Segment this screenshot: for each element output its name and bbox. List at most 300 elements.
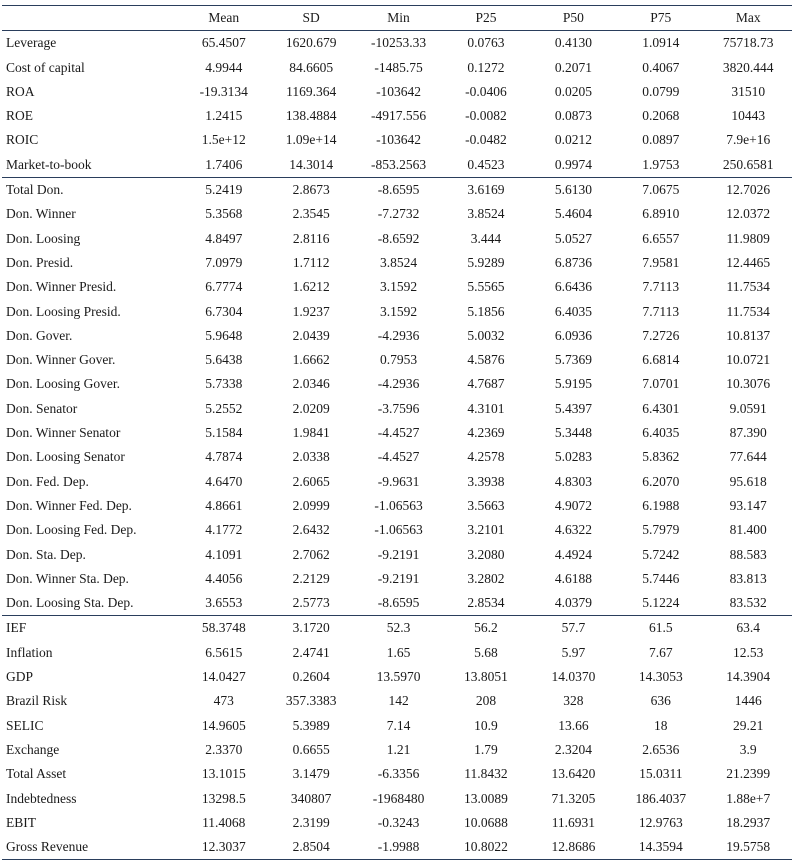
value-cell: 2.7062 [292, 546, 330, 562]
value-cell: 6.1988 [642, 497, 680, 513]
value-cell: 7.7113 [642, 303, 680, 319]
value-cell: 1.9237 [292, 303, 330, 319]
value-cell: 636 [650, 693, 671, 709]
row-label: Leverage [6, 35, 57, 51]
value-cell: 4.9072 [554, 497, 592, 513]
table-row [2, 689, 792, 713]
value-cell: 5.7242 [642, 546, 680, 562]
row-label: Don. Loosing [6, 230, 81, 246]
value-cell: -4.2936 [377, 376, 420, 392]
value-cell: 5.4397 [554, 400, 592, 416]
value-cell: 12.3037 [180, 835, 267, 860]
value-cell: 95.618 [729, 473, 767, 489]
value-cell: 250.6581 [722, 156, 774, 172]
value-cell: 2.8673 [267, 178, 354, 203]
table-row [2, 518, 792, 542]
value-cell: 1.79 [474, 741, 498, 757]
row-label: GDP [6, 669, 34, 685]
value-cell: 13.5970 [376, 669, 421, 685]
value-cell: 3.2080 [467, 546, 505, 562]
value-cell: 2.5773 [292, 595, 330, 611]
value-cell: 10.3076 [726, 376, 771, 392]
value-cell: 14.3904 [726, 669, 771, 685]
value-cell: 1.6662 [292, 352, 330, 368]
value-cell: -8.6592 [377, 230, 420, 246]
header-cell: Mean [180, 6, 267, 31]
value-cell: 11.7534 [726, 279, 770, 295]
value-cell: 14.3053 [638, 669, 683, 685]
value-cell: 6.4035 [642, 425, 680, 441]
value-cell: 13.66 [558, 717, 589, 733]
value-cell: 0.4523 [467, 156, 505, 172]
value-cell: 13298.5 [201, 790, 246, 806]
table-row [2, 494, 792, 518]
value-cell: 5.8362 [642, 449, 680, 465]
value-cell: 3.8524 [380, 254, 418, 270]
value-cell: -4.4527 [377, 425, 420, 441]
value-cell: -0.0482 [465, 132, 507, 148]
value-cell: 2.8534 [467, 595, 505, 611]
value-cell: 12.0372 [726, 206, 771, 222]
table-row [2, 80, 792, 104]
value-cell: 3.6169 [442, 178, 529, 203]
value-cell: 5.3989 [292, 717, 330, 733]
value-cell: 4.1772 [205, 522, 243, 538]
value-cell: 1.09e+14 [285, 132, 337, 148]
value-cell: 0.4130 [554, 35, 592, 51]
value-cell: -0.0406 [465, 83, 507, 99]
value-cell: 14.0370 [551, 669, 596, 685]
value-cell: 1.7406 [205, 156, 243, 172]
table-row [2, 178, 792, 203]
value-cell: 7.67 [648, 644, 673, 660]
table-row [2, 153, 792, 178]
value-cell: 5.5565 [467, 279, 505, 295]
value-cell: 1.5e+12 [201, 132, 246, 148]
table-row [2, 811, 792, 835]
table-row [2, 470, 792, 494]
value-cell: 13.6420 [551, 766, 596, 782]
table-row [2, 227, 792, 251]
value-cell: 19.5758 [704, 835, 792, 860]
value-cell: 6.5615 [205, 644, 243, 660]
value-cell: 2.6536 [642, 741, 680, 757]
table-row [2, 128, 792, 152]
value-cell: 5.2419 [180, 178, 267, 203]
row-label: Total Asset [6, 766, 67, 782]
value-cell: 83.532 [729, 595, 767, 611]
value-cell: 10.8022 [442, 835, 529, 860]
value-cell: 83.813 [729, 570, 767, 586]
table-row [2, 567, 792, 591]
row-label: Indebtedness [6, 790, 77, 806]
value-cell: -8.6595 [355, 178, 442, 203]
value-cell: 5.2552 [205, 400, 243, 416]
table-row [2, 591, 792, 616]
value-cell: 0.7953 [380, 352, 418, 368]
value-cell: 3.6553 [205, 595, 243, 611]
value-cell: 6.0936 [554, 327, 592, 343]
value-cell: 5.0283 [554, 449, 592, 465]
value-cell: 4.7687 [467, 376, 505, 392]
value-cell: -1.9988 [355, 835, 442, 860]
value-cell: 0.4067 [642, 59, 680, 75]
value-cell: 4.4924 [554, 546, 592, 562]
value-cell: 2.0346 [292, 376, 330, 392]
value-cell: 11.8432 [464, 766, 508, 782]
table-row [2, 31, 792, 56]
row-label: Don. Winner Presid. [6, 279, 117, 295]
table-row [2, 835, 792, 860]
value-cell: -3.7596 [377, 400, 420, 416]
value-cell: 57.7 [530, 616, 617, 641]
value-cell: 5.7979 [642, 522, 680, 538]
value-cell: 5.1856 [467, 303, 505, 319]
value-cell: 10.8137 [726, 327, 771, 343]
value-cell: 58.3748 [180, 616, 267, 641]
value-cell: 5.7338 [205, 376, 243, 392]
value-cell: -1.06563 [374, 497, 423, 513]
row-label: IEF [2, 616, 180, 641]
row-label: Total Don. [2, 178, 180, 203]
value-cell: 29.21 [733, 717, 764, 733]
table-row [2, 762, 792, 786]
value-cell: 1446 [734, 693, 762, 709]
value-cell: 3.8524 [467, 206, 505, 222]
value-cell: 6.8736 [554, 254, 592, 270]
value-cell: 18.2937 [726, 814, 771, 830]
row-label: Don. Winner [6, 206, 76, 222]
value-cell: 5.0032 [467, 327, 505, 343]
value-cell: 4.2578 [467, 449, 505, 465]
value-cell: 18 [654, 717, 668, 733]
value-cell: 77.644 [729, 449, 767, 465]
header-cell: P25 [442, 6, 529, 31]
value-cell: 7.14 [386, 717, 411, 733]
row-label: Brazil Risk [6, 693, 68, 709]
value-cell: 2.3370 [205, 741, 243, 757]
value-cell: 186.4037 [635, 790, 687, 806]
row-label: ROE [6, 108, 33, 124]
value-cell: 4.6470 [205, 473, 243, 489]
header-cell: SD [267, 6, 354, 31]
value-cell: 11.9809 [726, 230, 770, 246]
value-cell: 5.9289 [467, 254, 505, 270]
value-cell: 4.1091 [205, 546, 243, 562]
header-cell: Min [355, 6, 442, 31]
value-cell: 84.6605 [289, 59, 334, 75]
row-label: Don. Loosing Presid. [6, 303, 121, 319]
value-cell: 2.8504 [267, 835, 354, 860]
row-label: EBIT [6, 814, 36, 830]
value-cell: -103642 [376, 83, 422, 99]
value-cell: 4.7874 [205, 449, 243, 465]
row-label: Don. Sta. Dep. [6, 546, 86, 562]
value-cell: -9.2191 [377, 546, 420, 562]
value-cell: 2.0439 [292, 327, 330, 343]
row-label: Don. Winner Fed. Dep. [6, 497, 132, 513]
value-cell: 0.0799 [642, 83, 680, 99]
value-cell: 0.0897 [642, 132, 680, 148]
value-cell: 1169.364 [286, 83, 337, 99]
value-cell: 4.6322 [554, 522, 592, 538]
value-cell: 10.9 [474, 717, 498, 733]
table-row [2, 543, 792, 567]
table-row [2, 202, 792, 226]
value-cell: 9.0591 [729, 400, 767, 416]
value-cell: 4.5876 [467, 352, 505, 368]
header-cell: P50 [530, 6, 617, 31]
value-cell: 1.9753 [642, 156, 680, 172]
value-cell: 4.8303 [554, 473, 592, 489]
value-cell: 4.2369 [467, 425, 505, 441]
value-cell: 7.9e+16 [726, 132, 771, 148]
table-row [2, 641, 792, 665]
header-cell: Max [704, 6, 792, 31]
value-cell: 5.4604 [554, 206, 592, 222]
value-cell: 3.1720 [267, 616, 354, 641]
row-label: Exchange [6, 741, 60, 757]
value-cell: 2.3204 [554, 741, 592, 757]
value-cell: -103642 [376, 132, 422, 148]
value-cell: 10.0721 [726, 352, 771, 368]
value-cell: 5.97 [561, 644, 586, 660]
table-row [2, 665, 792, 689]
value-cell: 14.9605 [201, 717, 246, 733]
value-cell: 2.6432 [292, 522, 330, 538]
value-cell: -4917.556 [371, 108, 427, 124]
row-label: Don. Loosing Senator [6, 449, 125, 465]
table-row [2, 300, 792, 324]
value-cell: 208 [475, 693, 497, 709]
value-cell: 14.0427 [201, 669, 246, 685]
header-row [2, 6, 792, 31]
row-label: Don. Gover. [6, 327, 73, 343]
value-cell: 7.2726 [642, 327, 680, 343]
value-cell: -4.4527 [377, 449, 420, 465]
table-row [2, 445, 792, 469]
value-cell: 0.0763 [467, 35, 505, 51]
value-cell: 2.0209 [292, 400, 330, 416]
value-cell: 3.1592 [380, 303, 418, 319]
value-cell: 1.9841 [292, 425, 330, 441]
value-cell: 10443 [731, 108, 766, 124]
value-cell: 5.6438 [205, 352, 243, 368]
value-cell: 1.6212 [292, 279, 330, 295]
value-cell: 14.3014 [289, 156, 334, 172]
value-cell: 0.2604 [292, 669, 330, 685]
value-cell: -8.6595 [377, 595, 420, 611]
header-cell [2, 6, 180, 31]
value-cell: 2.0999 [292, 497, 330, 513]
value-cell: 4.3101 [467, 400, 505, 416]
value-cell: 5.1224 [642, 595, 680, 611]
value-cell: 87.390 [729, 425, 767, 441]
table-row [2, 787, 792, 811]
value-cell: -1.06563 [374, 522, 423, 538]
value-cell: 2.2129 [292, 570, 330, 586]
table-row [2, 104, 792, 128]
value-cell: 75718.73 [722, 35, 774, 51]
value-cell: 0.2068 [642, 108, 680, 124]
value-cell: 2.8116 [292, 230, 330, 246]
value-cell: 328 [563, 693, 584, 709]
value-cell: 2.3199 [292, 814, 330, 830]
value-cell: 3.2802 [467, 570, 505, 586]
value-cell: 1.7112 [292, 254, 330, 270]
value-cell: 7.7113 [642, 279, 680, 295]
value-cell: 5.9195 [554, 376, 592, 392]
value-cell: 138.4884 [285, 108, 337, 124]
value-cell: 5.3568 [205, 206, 243, 222]
value-cell: 2.6065 [292, 473, 330, 489]
value-cell: 88.583 [729, 546, 767, 562]
value-cell: 5.68 [474, 644, 498, 660]
value-cell: 31510 [731, 83, 766, 99]
value-cell: 6.4301 [642, 400, 680, 416]
row-label: Don. Senator [6, 400, 78, 416]
table-row [2, 616, 792, 641]
value-cell: 3.1479 [292, 766, 330, 782]
value-cell: 81.400 [729, 522, 767, 538]
value-cell: 12.7026 [704, 178, 792, 203]
value-cell: -4.2936 [377, 327, 420, 343]
row-label: ROA [6, 83, 35, 99]
value-cell: 0.0205 [554, 83, 592, 99]
value-cell: 5.9648 [205, 327, 243, 343]
row-label: Don. Fed. Dep. [6, 473, 89, 489]
value-cell: 6.6436 [554, 279, 592, 295]
value-cell: 142 [388, 693, 409, 709]
value-cell: 4.6188 [554, 570, 592, 586]
value-cell: -1968480 [372, 790, 425, 806]
value-cell: 6.6814 [642, 352, 680, 368]
value-cell: 1.21 [386, 741, 411, 757]
value-cell: -1485.75 [374, 59, 423, 75]
value-cell: 13.8051 [464, 669, 508, 685]
row-label: SELIC [6, 717, 44, 733]
value-cell: 6.4035 [554, 303, 592, 319]
row-label: Don. Winner Sta. Dep. [6, 570, 129, 586]
value-cell: 1.65 [386, 644, 411, 660]
value-cell: 7.9581 [642, 254, 680, 270]
value-cell: -7.2732 [377, 206, 420, 222]
value-cell: 2.0338 [292, 449, 330, 465]
value-cell: 5.0527 [554, 230, 592, 246]
table-row [2, 56, 792, 80]
value-cell: 0.2071 [554, 59, 592, 75]
value-cell: 6.7774 [205, 279, 243, 295]
table-row [2, 397, 792, 421]
value-cell: 21.2399 [726, 766, 771, 782]
value-cell: 13.0089 [464, 790, 508, 806]
value-cell: 2.3545 [292, 206, 330, 222]
row-label: Cost of capital [6, 59, 85, 75]
value-cell: 11.7534 [726, 303, 770, 319]
value-cell: 3.1592 [380, 279, 418, 295]
value-cell: 11.6931 [551, 814, 596, 830]
value-cell: 0.1272 [467, 59, 505, 75]
value-cell: 63.4 [704, 616, 792, 641]
value-cell: 12.4465 [726, 254, 771, 270]
row-label: Don. Presid. [6, 254, 74, 270]
value-cell: 3.9 [739, 741, 757, 757]
value-cell: -19.3134 [199, 83, 248, 99]
value-cell: 11.4068 [202, 814, 246, 830]
value-cell: 3.5663 [467, 497, 505, 513]
table-row [2, 348, 792, 372]
value-cell: 2.4741 [292, 644, 330, 660]
value-cell: 6.8910 [642, 206, 680, 222]
row-label: Market-to-book [6, 156, 92, 172]
value-cell: 12.9763 [638, 814, 683, 830]
row-label: Don. Loosing Gover. [6, 376, 120, 392]
value-cell: 357.3383 [285, 693, 337, 709]
value-cell: 12.53 [733, 644, 764, 660]
value-cell: -10253.33 [371, 35, 427, 51]
value-cell: -9.2191 [377, 570, 420, 586]
value-cell: 1.88e+7 [726, 790, 771, 806]
row-label: Don. Loosing Sta. Dep. [6, 595, 134, 611]
value-cell: 56.2 [442, 616, 529, 641]
value-cell: 13.1015 [201, 766, 246, 782]
value-cell: 15.0311 [639, 766, 683, 782]
value-cell: 1620.679 [285, 35, 337, 51]
table-row [2, 324, 792, 348]
table-row [2, 251, 792, 275]
table-row [2, 738, 792, 762]
value-cell: 3820.444 [722, 59, 774, 75]
value-cell: 4.9944 [205, 59, 243, 75]
table-row [2, 372, 792, 396]
value-cell: 340807 [290, 790, 332, 806]
value-cell: 5.6130 [530, 178, 617, 203]
value-cell: 0.0873 [554, 108, 592, 124]
value-cell: 7.0675 [617, 178, 704, 203]
value-cell: 5.1584 [205, 425, 243, 441]
row-label: Don. Winner Senator [6, 425, 121, 441]
value-cell: 6.7304 [205, 303, 243, 319]
value-cell: -6.3356 [377, 766, 420, 782]
row-label: Don. Loosing Fed. Dep. [6, 522, 137, 538]
value-cell: -853.2563 [371, 156, 427, 172]
value-cell: -0.3243 [377, 814, 420, 830]
value-cell: 52.3 [355, 616, 442, 641]
value-cell: 3.3938 [467, 473, 505, 489]
value-cell: 4.0379 [554, 595, 592, 611]
value-cell: 0.9974 [554, 156, 592, 172]
value-cell: 3.444 [470, 230, 502, 246]
row-label: ROIC [6, 132, 39, 148]
table-row [2, 421, 792, 445]
value-cell: 7.0979 [205, 254, 243, 270]
value-cell: 1.0914 [642, 35, 680, 51]
value-cell: -0.0082 [465, 108, 507, 124]
row-label: Don. Winner Gover. [6, 352, 116, 368]
value-cell: 5.7369 [554, 352, 592, 368]
descriptive-statistics-table [2, 5, 792, 860]
value-cell: -9.9631 [377, 473, 420, 489]
value-cell: 4.8661 [205, 497, 243, 513]
value-cell: 14.3594 [617, 835, 704, 860]
value-cell: 6.6557 [642, 230, 680, 246]
value-cell: 0.0212 [554, 132, 592, 148]
value-cell: 61.5 [617, 616, 704, 641]
value-cell: 7.0701 [642, 376, 680, 392]
row-label: Gross Revenue [2, 835, 180, 860]
header-cell: P75 [617, 6, 704, 31]
value-cell: 6.2070 [642, 473, 680, 489]
